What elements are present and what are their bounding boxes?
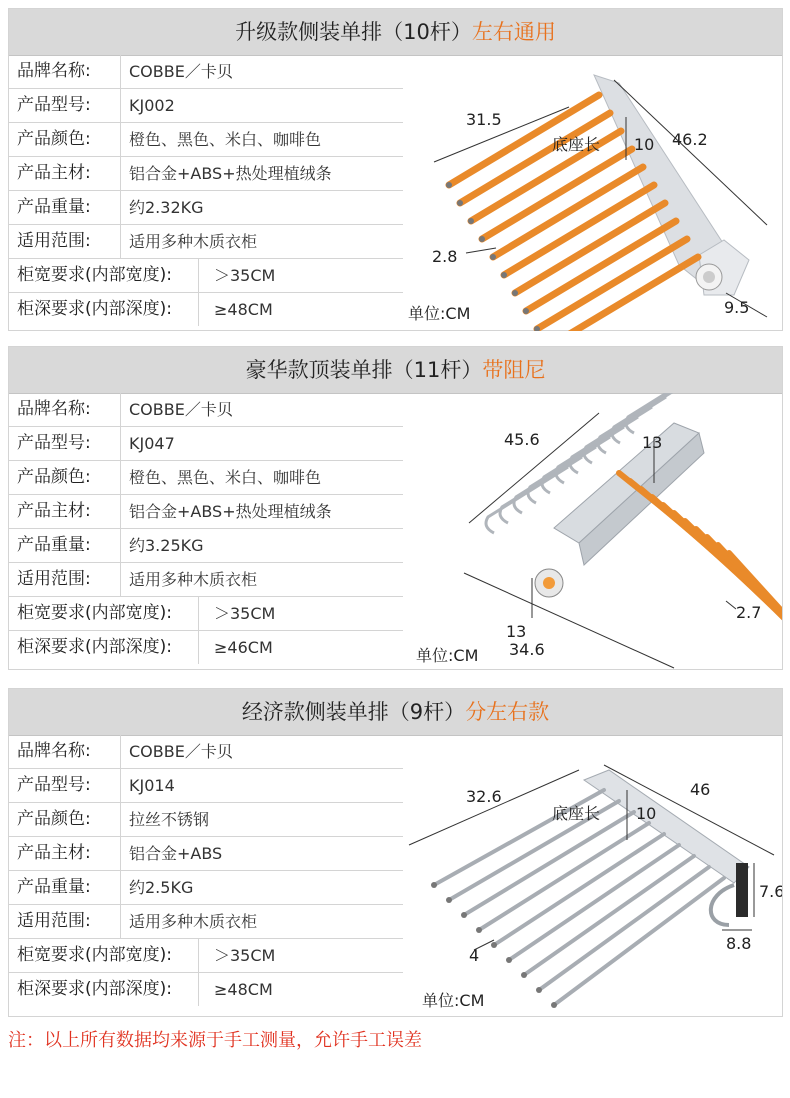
dim-label: 31.5 bbox=[466, 110, 502, 129]
section-title-accent: 分左右款 bbox=[465, 700, 550, 724]
rack-bar bbox=[539, 867, 709, 990]
spec-label: 柜深要求(内部深度): bbox=[9, 293, 199, 326]
spec-label: 柜深要求(内部深度): bbox=[9, 973, 199, 1006]
spec-row-depth-req bbox=[9, 293, 403, 327]
spec-value: ≥48CM bbox=[214, 300, 273, 319]
section-title-accent: 带阻尼 bbox=[482, 358, 546, 382]
spec-label: 产品重量: bbox=[9, 529, 121, 562]
roller-hub bbox=[703, 271, 715, 283]
dim-label: 10 bbox=[634, 135, 655, 154]
spec-value: ＞35CM bbox=[214, 604, 276, 623]
spec-label: 产品颜色: bbox=[9, 461, 121, 494]
rack-bar bbox=[515, 203, 665, 293]
dim-label: 13 bbox=[506, 622, 527, 641]
spec-row-scope bbox=[9, 225, 403, 259]
spec-row-weight bbox=[9, 529, 403, 563]
dim-label: 46 bbox=[690, 780, 711, 799]
spec-value: COBBE／卡贝 bbox=[129, 400, 233, 419]
spec-label: 产品重量: bbox=[9, 191, 121, 224]
spec-row-width-req bbox=[9, 939, 403, 973]
dim-label: 32.6 bbox=[466, 787, 502, 806]
roller-hub bbox=[543, 577, 555, 589]
spec-row-depth-req bbox=[9, 631, 403, 665]
spec-value: ≥46CM bbox=[214, 638, 273, 657]
dim-label: 45.6 bbox=[504, 430, 540, 449]
hook-handle bbox=[711, 885, 734, 925]
bar-end-cap bbox=[523, 308, 529, 314]
spec-value: KJ002 bbox=[129, 96, 175, 115]
bar-end-cap bbox=[468, 218, 474, 224]
spec-value: COBBE／卡贝 bbox=[129, 742, 233, 761]
unit-label: 单位:CM bbox=[408, 304, 471, 323]
spec-label: 适用范围: bbox=[9, 225, 121, 258]
spec-row-brand bbox=[9, 735, 403, 769]
bar-end-cap bbox=[501, 272, 507, 278]
spec-label: 柜宽要求(内部宽度): bbox=[9, 939, 199, 972]
spec-row-scope bbox=[9, 905, 403, 939]
dim-label: 46.2 bbox=[672, 130, 708, 149]
bar-end-cap bbox=[521, 972, 527, 978]
spec-label: 产品颜色: bbox=[9, 123, 121, 156]
spec-value: 约2.5KG bbox=[129, 878, 194, 897]
section-title-text: 经济款侧装单排（9杆） bbox=[241, 700, 466, 724]
rack-bar bbox=[494, 834, 664, 945]
product-diagram bbox=[404, 735, 782, 1016]
bar-end-cap bbox=[431, 882, 437, 888]
spec-value: 铝合金+ABS+热处理植绒条 bbox=[129, 502, 332, 521]
dim-label: 13 bbox=[642, 433, 663, 452]
spec-label: 柜深要求(内部深度): bbox=[9, 631, 199, 664]
spec-value: 约3.25KG bbox=[129, 536, 204, 555]
trouser-rack-diagram bbox=[404, 393, 782, 670]
spec-row-color bbox=[9, 123, 403, 157]
unit-label: 单位:CM bbox=[422, 991, 485, 1010]
dim-line bbox=[726, 601, 736, 609]
rack-bar bbox=[526, 221, 676, 311]
spec-value: KJ014 bbox=[129, 776, 175, 795]
spec-value: 铝合金+ABS+热处理植绒条 bbox=[129, 164, 332, 183]
bar-end-cap bbox=[536, 987, 542, 993]
dim-label: 34.6 bbox=[509, 640, 545, 659]
spec-value: 约2.32KG bbox=[129, 198, 204, 217]
spec-label: 品牌名称: bbox=[9, 393, 121, 426]
spec-label: 产品型号: bbox=[9, 89, 121, 122]
spec-row-material bbox=[9, 157, 403, 191]
spec-row-model bbox=[9, 89, 403, 123]
dim-label: 10 bbox=[636, 804, 657, 823]
dim-line bbox=[464, 573, 674, 668]
product-diagram bbox=[404, 55, 782, 331]
spec-value: KJ047 bbox=[129, 434, 175, 453]
bar-end-cap bbox=[551, 1002, 557, 1008]
base-length-label: 底座长 bbox=[552, 804, 601, 823]
base-length-label: 底座长 bbox=[552, 135, 601, 154]
spec-label: 品牌名称: bbox=[9, 735, 121, 768]
spec-row-model bbox=[9, 427, 403, 461]
spec-label: 柜宽要求(内部宽度): bbox=[9, 259, 199, 292]
section-title bbox=[9, 9, 782, 56]
spec-row-color bbox=[9, 461, 403, 495]
bar-end-cap bbox=[506, 957, 512, 963]
spec-row-scope bbox=[9, 563, 403, 597]
spec-value: ＞35CM bbox=[214, 266, 276, 285]
spec-value: 适用多种木质衣柜 bbox=[129, 232, 258, 251]
rack-bar bbox=[707, 537, 782, 641]
rack-bar bbox=[504, 185, 654, 275]
spec-value: 拉丝不锈钢 bbox=[129, 810, 210, 829]
spec-value: 铝合金+ABS bbox=[129, 844, 223, 863]
spec-row-brand bbox=[9, 393, 403, 427]
section-title bbox=[9, 347, 782, 394]
spec-row-depth-req bbox=[9, 973, 403, 1007]
dim-label: 2.8 bbox=[432, 247, 458, 266]
rack-bar bbox=[493, 167, 643, 257]
spec-label: 产品型号: bbox=[9, 769, 121, 802]
rack-bar bbox=[464, 812, 634, 915]
spec-value: ＞35CM bbox=[214, 946, 276, 965]
section-title-accent: 左右通用 bbox=[471, 20, 556, 44]
trouser-rack-diagram bbox=[404, 55, 782, 331]
spec-label: 柜宽要求(内部宽度): bbox=[9, 597, 199, 630]
bar-end-cap bbox=[479, 236, 485, 242]
spec-label: 品牌名称: bbox=[9, 55, 121, 88]
section-title-text: 升级款侧装单排（10杆） bbox=[235, 20, 472, 44]
rack-bar bbox=[524, 856, 694, 975]
bar-end-cap bbox=[476, 927, 482, 933]
rack-bar bbox=[554, 878, 724, 1005]
spec-value: ≥48CM bbox=[214, 980, 273, 999]
bar-end-cap bbox=[512, 290, 518, 296]
bar-end-cap bbox=[491, 942, 497, 948]
bar-end-cap bbox=[446, 897, 452, 903]
rack-bar bbox=[548, 257, 698, 331]
dim-label: 7.6 bbox=[759, 882, 782, 901]
rack-bar bbox=[537, 239, 687, 329]
spec-value: COBBE／卡贝 bbox=[129, 62, 233, 81]
trouser-rack-diagram bbox=[404, 735, 782, 1016]
spec-label: 产品重量: bbox=[9, 871, 121, 904]
product-section-1 bbox=[8, 8, 783, 331]
end-cap bbox=[736, 863, 748, 917]
dim-label: 2.7 bbox=[736, 603, 762, 622]
dim-label: 4 bbox=[469, 946, 480, 965]
spec-label: 产品主材: bbox=[9, 837, 121, 870]
bar-end-cap bbox=[490, 254, 496, 260]
rack-bar bbox=[479, 823, 649, 930]
spec-row-color bbox=[9, 803, 403, 837]
product-diagram bbox=[404, 393, 782, 670]
spec-label: 产品主材: bbox=[9, 495, 121, 528]
spec-label: 适用范围: bbox=[9, 563, 121, 596]
dim-label: 9.5 bbox=[724, 298, 750, 317]
section-title bbox=[9, 689, 782, 736]
dim-label: 8.8 bbox=[726, 934, 752, 953]
product-section-3 bbox=[8, 688, 783, 1017]
spec-label: 产品颜色: bbox=[9, 803, 121, 836]
rack-bar bbox=[482, 149, 632, 239]
product-section-2 bbox=[8, 346, 783, 670]
spec-row-weight bbox=[9, 191, 403, 225]
spec-row-width-req bbox=[9, 597, 403, 631]
spec-row-brand bbox=[9, 55, 403, 89]
bar-end-cap bbox=[446, 182, 452, 188]
bar-end-cap bbox=[457, 200, 463, 206]
rack-bar bbox=[509, 845, 679, 960]
spec-row-weight bbox=[9, 871, 403, 905]
unit-label: 单位:CM bbox=[416, 646, 479, 665]
spec-label: 适用范围: bbox=[9, 905, 121, 938]
dim-line bbox=[466, 248, 496, 253]
spec-label: 产品主材: bbox=[9, 157, 121, 190]
spec-value: 橙色、黑色、米白、咖啡色 bbox=[129, 130, 322, 149]
bar-end-cap bbox=[461, 912, 467, 918]
measurement-note: 注：以上所有数据均来源于手工测量，允许手工误差 bbox=[8, 1030, 422, 1051]
section-title-text: 豪华款顶装单排（11杆） bbox=[245, 358, 483, 382]
spec-row-material bbox=[9, 837, 403, 871]
spec-row-model bbox=[9, 769, 403, 803]
spec-row-material bbox=[9, 495, 403, 529]
spec-value: 适用多种木质衣柜 bbox=[129, 570, 258, 589]
spec-value: 橙色、黑色、米白、咖啡色 bbox=[129, 468, 322, 487]
spec-label: 产品型号: bbox=[9, 427, 121, 460]
spec-value: 适用多种木质衣柜 bbox=[129, 912, 258, 931]
spec-row-width-req bbox=[9, 259, 403, 293]
